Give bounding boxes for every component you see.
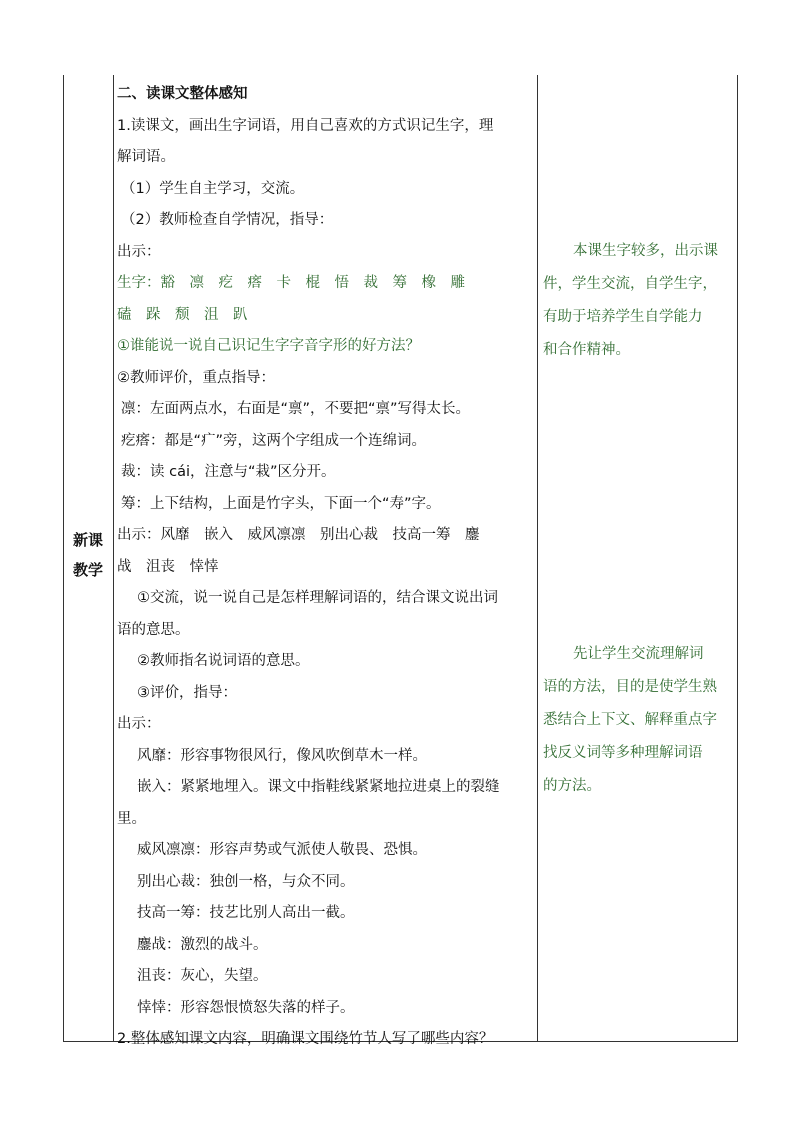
content-line: 悻悻：形容怨恨愤怒失落的样子。 bbox=[137, 999, 355, 1016]
lesson-plan-table bbox=[63, 75, 738, 1047]
content-line: （2）教师检查自学情况，指导： bbox=[121, 212, 334, 228]
note-line: 件，学生交流，自学生字， bbox=[543, 276, 717, 292]
content-line: 风靡：形容事物很风行，像风吹倒草木一样。 bbox=[137, 747, 427, 764]
note-line: 先让学生交流理解词 bbox=[573, 646, 704, 662]
table-column-divider-1 bbox=[113, 75, 114, 1042]
section-label-line: 新课 bbox=[72, 531, 103, 549]
section-label bbox=[63, 525, 113, 585]
note-line: 的方法。 bbox=[543, 778, 601, 794]
content-line: 里。 bbox=[117, 810, 146, 827]
section-label-line: 教学 bbox=[72, 561, 103, 579]
content-line: ①交流，说一说自己是怎样理解词语的，结合课文说出词 bbox=[137, 590, 498, 606]
content-line: 凛：左面两点水，右面是“禀”，不要把“禀”写得太长。 bbox=[121, 401, 471, 417]
content-line: ①谁能说一说自己识记生字字音字形的好方法？ bbox=[117, 338, 420, 354]
content-line: 疙瘩：都是“疒”旁，这两个字组成一个连绵词。 bbox=[121, 432, 427, 449]
content-line: 技高一筹：技艺比别人高出一截。 bbox=[137, 905, 355, 921]
content-line: （1）学生自主学习，交流。 bbox=[121, 180, 305, 197]
content-line: 战 沮丧 悻悻 bbox=[117, 558, 219, 575]
content-line: ③评价，指导： bbox=[137, 684, 237, 701]
content-line: 语的意思。 bbox=[117, 621, 190, 638]
content-line: 生字：豁 凛 疙 瘩 卡 棍 悟 裁 筹 橡 雕 bbox=[117, 275, 465, 291]
content-line: 别出心裁：独创一格，与众不同。 bbox=[137, 873, 355, 890]
content-line: 裁：读 cái，注意与“栽”区分开。 bbox=[121, 464, 336, 480]
content-line: ②教师评价，重点指导： bbox=[117, 369, 275, 386]
note-line: 语的方法，目的是使学生熟 bbox=[543, 679, 717, 695]
note-line: 找反义词等多种理解词语 bbox=[543, 745, 703, 761]
content-line: 出示： bbox=[117, 243, 161, 260]
design-note-1 bbox=[543, 235, 733, 367]
content-line: 出示： bbox=[117, 716, 161, 732]
content-line: 1.读课文，画出生字词语，用自己喜欢的方式识记生字，理 bbox=[117, 117, 494, 134]
note-line: 本课生字较多，出示课 bbox=[573, 243, 718, 259]
content-line: 鏖战：激烈的战斗。 bbox=[137, 936, 268, 953]
content-line: 二、读课文整体感知 bbox=[117, 86, 248, 102]
note-line: 和合作精神。 bbox=[543, 342, 630, 358]
content-line: ②教师指名说词语的意思。 bbox=[137, 653, 310, 669]
content-line: 出示：风靡 嵌入 威风凛凛 别出心裁 技高一筹 鏖 bbox=[117, 527, 480, 543]
content-line: 解词语。 bbox=[117, 149, 175, 165]
content-line: 磕 跺 颓 沮 趴 bbox=[117, 306, 248, 323]
content-line: 嵌入：紧紧地埋入。课文中指鞋线紧紧地拉进桌上的裂缝 bbox=[137, 779, 500, 795]
note-line: 有助于培养学生自学能力 bbox=[543, 309, 703, 325]
design-note-2 bbox=[543, 638, 733, 803]
table-column-divider-2 bbox=[537, 75, 538, 1042]
note-line: 悉结合上下文、解释重点字 bbox=[543, 712, 717, 728]
content-line: 沮丧：灰心，失望。 bbox=[137, 968, 268, 984]
content-line: 2.整体感知课文内容，明确课文围绕竹节人写了哪些内容？ bbox=[117, 1031, 494, 1047]
content-line: 威风凛凛：形容声势或气派使人敬畏、恐惧。 bbox=[137, 842, 427, 858]
teaching-content bbox=[117, 79, 535, 1056]
content-line: 筹：上下结构，上面是竹字头，下面一个“寿”字。 bbox=[121, 495, 441, 512]
table-right-border bbox=[737, 75, 738, 1042]
